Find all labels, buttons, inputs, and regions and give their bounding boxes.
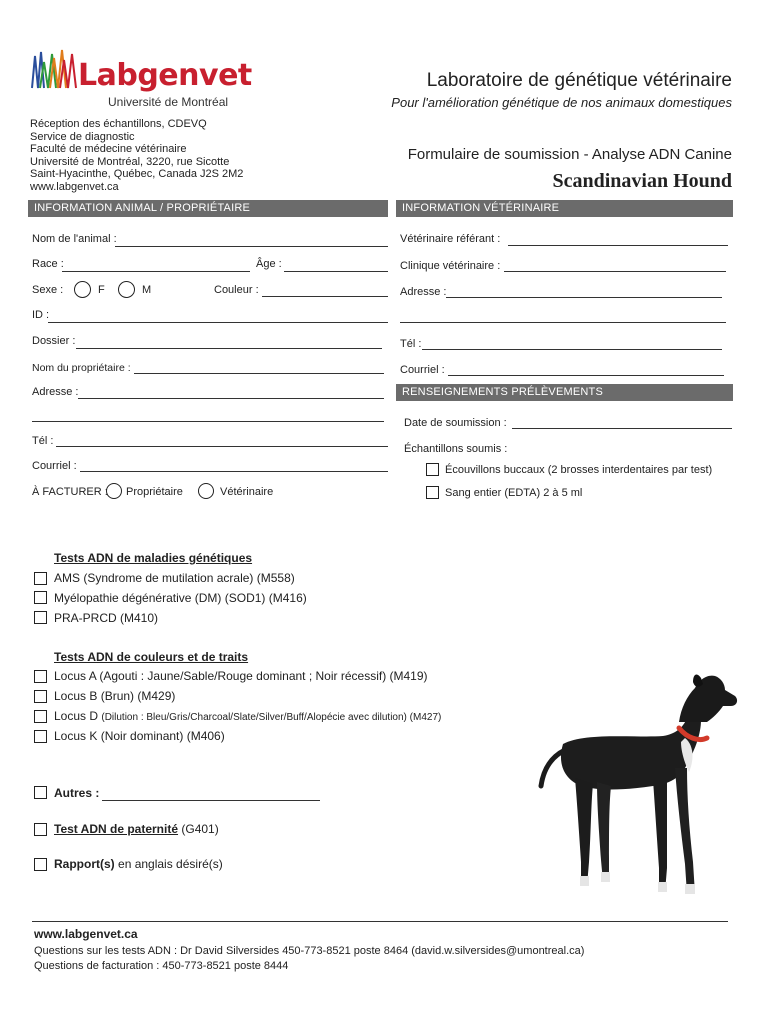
bill-owner-label: Propriétaire	[126, 486, 183, 498]
disease-tests-title: Tests ADN de maladies génétiques	[54, 551, 253, 565]
owner-phone-field[interactable]	[56, 446, 388, 447]
sex-label: Sexe :	[32, 284, 64, 296]
footer-divider	[32, 921, 728, 922]
bill-vet-radio[interactable]	[198, 483, 214, 499]
id-field[interactable]	[48, 322, 388, 323]
footer-tests-contact: Questions sur les tests ADN : Dr David Silversides 450-773-8521 poste 8464 (david.w.silversides@umontreal.ca)	[34, 945, 585, 957]
file-field[interactable]	[76, 348, 382, 349]
sex-female-label: F	[98, 284, 105, 296]
dm-label: Myélopathie dégénérative (DM) (SOD1) (M416)	[54, 591, 307, 605]
owner-phone-label: Tél :	[32, 435, 54, 447]
paternity-code: (G401)	[181, 822, 219, 836]
lab-subtitle: Pour l'amélioration génétique de nos animaux domestiques	[391, 95, 732, 110]
color-label: Couleur :	[214, 284, 259, 296]
other-label: Autres :	[54, 786, 100, 800]
report-suffix: en anglais désiré(s)	[118, 857, 223, 871]
vet-phone-field[interactable]	[422, 349, 722, 350]
locus-d-detail: (Dilution : Bleu/Gris/Charcoal/Slate/Silver/Buff/Alopécie avec dilution) (M427)	[101, 712, 442, 723]
ams-label: AMS (Syndrome de mutilation acrale) (M558)	[54, 571, 295, 585]
pra-prcd-checkbox[interactable]	[34, 611, 47, 624]
owner-address-field-2[interactable]	[32, 421, 384, 422]
vet-email-label: Courriel :	[400, 364, 445, 376]
vet-clinic-label: Clinique vétérinaire :	[400, 260, 501, 272]
sex-male-radio[interactable]	[118, 281, 135, 298]
vet-address-field[interactable]	[446, 297, 722, 298]
sample-info-band: RENSEIGNEMENTS PRÉLÈVEMENTS	[396, 384, 733, 401]
vet-phone-label: Tél :	[400, 338, 422, 350]
owner-address-field[interactable]	[78, 398, 384, 399]
referring-vet-field[interactable]	[508, 245, 728, 246]
lab-address	[30, 118, 243, 193]
locus-d-checkbox[interactable]	[34, 710, 47, 723]
paternity-label	[54, 822, 219, 836]
logo	[30, 48, 252, 112]
locus-a-label: Locus A (Agouti : Jaune/Sable/Rouge dominant ; Noir récessif) (M419)	[54, 669, 428, 683]
paternity-name: Test ADN de paternité	[54, 822, 179, 836]
sex-female-radio[interactable]	[74, 281, 91, 298]
submission-date-label: Date de soumission :	[404, 417, 507, 429]
locus-k-label: Locus K (Noir dominant) (M406)	[54, 729, 225, 743]
color-tests-title: Tests ADN de couleurs et de traits	[54, 650, 249, 664]
locus-b-label: Locus B (Brun) (M429)	[54, 689, 176, 703]
pra-prcd-label: PRA-PRCD (M410)	[54, 611, 159, 625]
owner-email-label: Courriel :	[32, 460, 77, 472]
animal-name-field[interactable]	[115, 246, 388, 247]
english-report-checkbox[interactable]	[34, 858, 47, 871]
dna-chromatogram-icon	[30, 48, 78, 90]
owner-email-field[interactable]	[80, 471, 388, 472]
age-field[interactable]	[284, 271, 388, 272]
address-website[interactable]: www.labgenvet.ca	[30, 180, 119, 193]
footer-website[interactable]: www.labgenvet.ca	[34, 927, 138, 941]
locus-d-name: Locus D	[54, 709, 99, 723]
dog-photo	[535, 672, 750, 900]
ams-checkbox[interactable]	[34, 572, 47, 585]
owner-address-label: Adresse :	[32, 386, 79, 398]
billing-label: À FACTURER :	[32, 486, 108, 498]
referring-vet-label: Vétérinaire référant :	[400, 233, 501, 245]
id-label: ID :	[32, 309, 50, 321]
sex-male-label: M	[142, 284, 152, 296]
english-report-label	[54, 857, 223, 871]
breed-title: Scandinavian Hound	[552, 170, 732, 192]
address-line: Service de diagnostic	[30, 130, 135, 143]
report-name: Rapport(s)	[54, 857, 115, 871]
owner-name-label: Nom du propriétaire :	[32, 362, 131, 374]
breed-label: Race :	[32, 258, 64, 270]
bill-vet-label: Vétérinaire	[220, 486, 274, 498]
form-title: Formulaire de soumission - Analyse ADN Canine	[407, 146, 732, 163]
vet-address-label: Adresse :	[400, 286, 447, 298]
submission-date-field[interactable]	[512, 428, 732, 429]
vet-address-field-2[interactable]	[400, 322, 726, 323]
vet-clinic-field[interactable]	[504, 271, 726, 272]
buccal-swab-label: Écouvillons buccaux (2 brosses interdentaires par test)	[445, 464, 713, 476]
other-checkbox[interactable]	[34, 786, 47, 799]
logo-wordmark: Labgenvet	[78, 58, 252, 93]
samples-submitted-label: Échantillons soumis :	[404, 443, 508, 455]
whole-blood-checkbox[interactable]	[426, 486, 439, 499]
locus-a-checkbox[interactable]	[34, 670, 47, 683]
age-label: Âge :	[256, 258, 282, 270]
vet-email-field[interactable]	[448, 375, 724, 376]
locus-k-checkbox[interactable]	[34, 730, 47, 743]
vet-info-band: INFORMATION VÉTÉRINAIRE	[396, 200, 733, 217]
owner-name-field[interactable]	[134, 373, 384, 374]
file-label: Dossier :	[32, 335, 76, 347]
address-line: Réception des échantillons, CDEVQ	[30, 118, 207, 130]
animal-name-label: Nom de l'animal :	[32, 233, 117, 245]
address-line: Faculté de médecine vétérinaire	[30, 143, 187, 155]
footer-billing-contact: Questions de facturation : 450-773-8521 poste 8444	[34, 960, 289, 972]
whole-blood-label: Sang entier (EDTA) 2 à 5 ml	[445, 487, 583, 499]
paternity-checkbox[interactable]	[34, 823, 47, 836]
lab-title: Laboratoire de génétique vétérinaire	[426, 70, 732, 91]
color-field[interactable]	[262, 296, 388, 297]
logo-university: Université de Montréal	[108, 95, 229, 109]
address-line: Université de Montréal, 3220, rue Sicotte	[30, 155, 230, 168]
animal-owner-band: INFORMATION ANIMAL / PROPRIÉTAIRE	[28, 200, 388, 217]
other-field[interactable]	[102, 800, 320, 801]
locus-d-label	[54, 709, 441, 723]
buccal-swab-checkbox[interactable]	[426, 463, 439, 476]
breed-field[interactable]	[62, 271, 250, 272]
dm-checkbox[interactable]	[34, 591, 47, 604]
locus-b-checkbox[interactable]	[34, 690, 47, 703]
address-line: Saint-Hyacinthe, Québec, Canada J2S 2M2	[30, 168, 244, 180]
bill-owner-radio[interactable]	[106, 483, 122, 499]
